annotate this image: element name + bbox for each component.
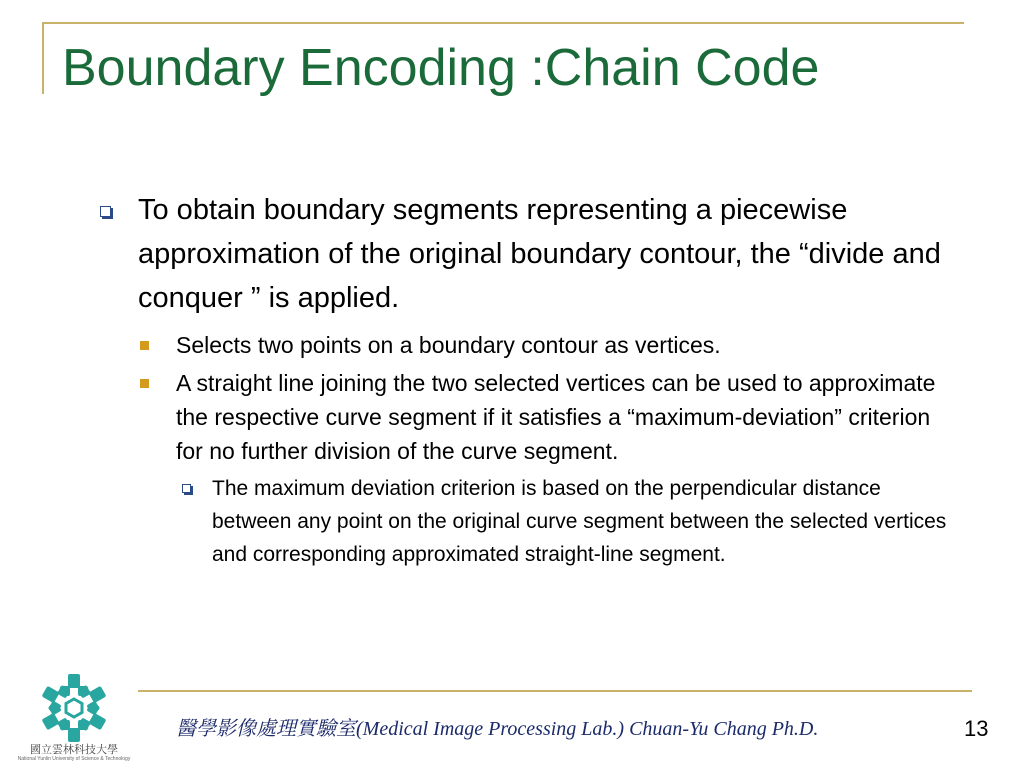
bullet-level2-text: Selects two points on a boundary contour as vertices. bbox=[176, 332, 721, 358]
bullet-level1-item bbox=[100, 188, 958, 320]
bullet-level3-text: The maximum deviation criterion is based on the perpendicular distance between any point on the original curve segment between the selected vertices and corresponding approximated straight-line segment. bbox=[212, 477, 947, 566]
slide-content bbox=[100, 188, 980, 571]
footer-lab-credit: 醫學影像處理實驗室(Medical Image Processing Lab.) Chuan-Yu Chang Ph.D. bbox=[176, 718, 819, 740]
logo-caption-text: 國立雲林科技大學 bbox=[30, 743, 118, 756]
hollow-square-bullet-icon bbox=[100, 206, 111, 217]
frame-top-line bbox=[42, 22, 964, 24]
logo-caption bbox=[8, 744, 140, 763]
footer-divider bbox=[138, 690, 972, 692]
bullet-level2-item bbox=[100, 366, 956, 468]
bullet-level2-text: A straight line joining the two selected vertices can be used to approximate the respective curve segment if it satisfies a “maximum-deviation” criterion for no further division of the curve segment. bbox=[176, 370, 936, 464]
bullet-level3-item bbox=[100, 472, 952, 571]
filled-square-bullet-icon bbox=[140, 341, 149, 350]
page-number: 13 bbox=[964, 716, 989, 741]
hollow-square-bullet-icon bbox=[182, 484, 191, 493]
slide-title: Boundary Encoding :Chain Code bbox=[62, 39, 820, 97]
frame-left-line bbox=[42, 22, 44, 94]
logo-caption-subtext: National Yunlin University of Science & Technology bbox=[17, 756, 131, 762]
filled-square-bullet-icon bbox=[140, 379, 149, 388]
bullet-level1-text: To obtain boundary segments representing a piecewise approximation of the original boundary contour, the “divide and conquer ” is applied. bbox=[138, 194, 941, 314]
bullet-level2-item bbox=[100, 328, 956, 362]
